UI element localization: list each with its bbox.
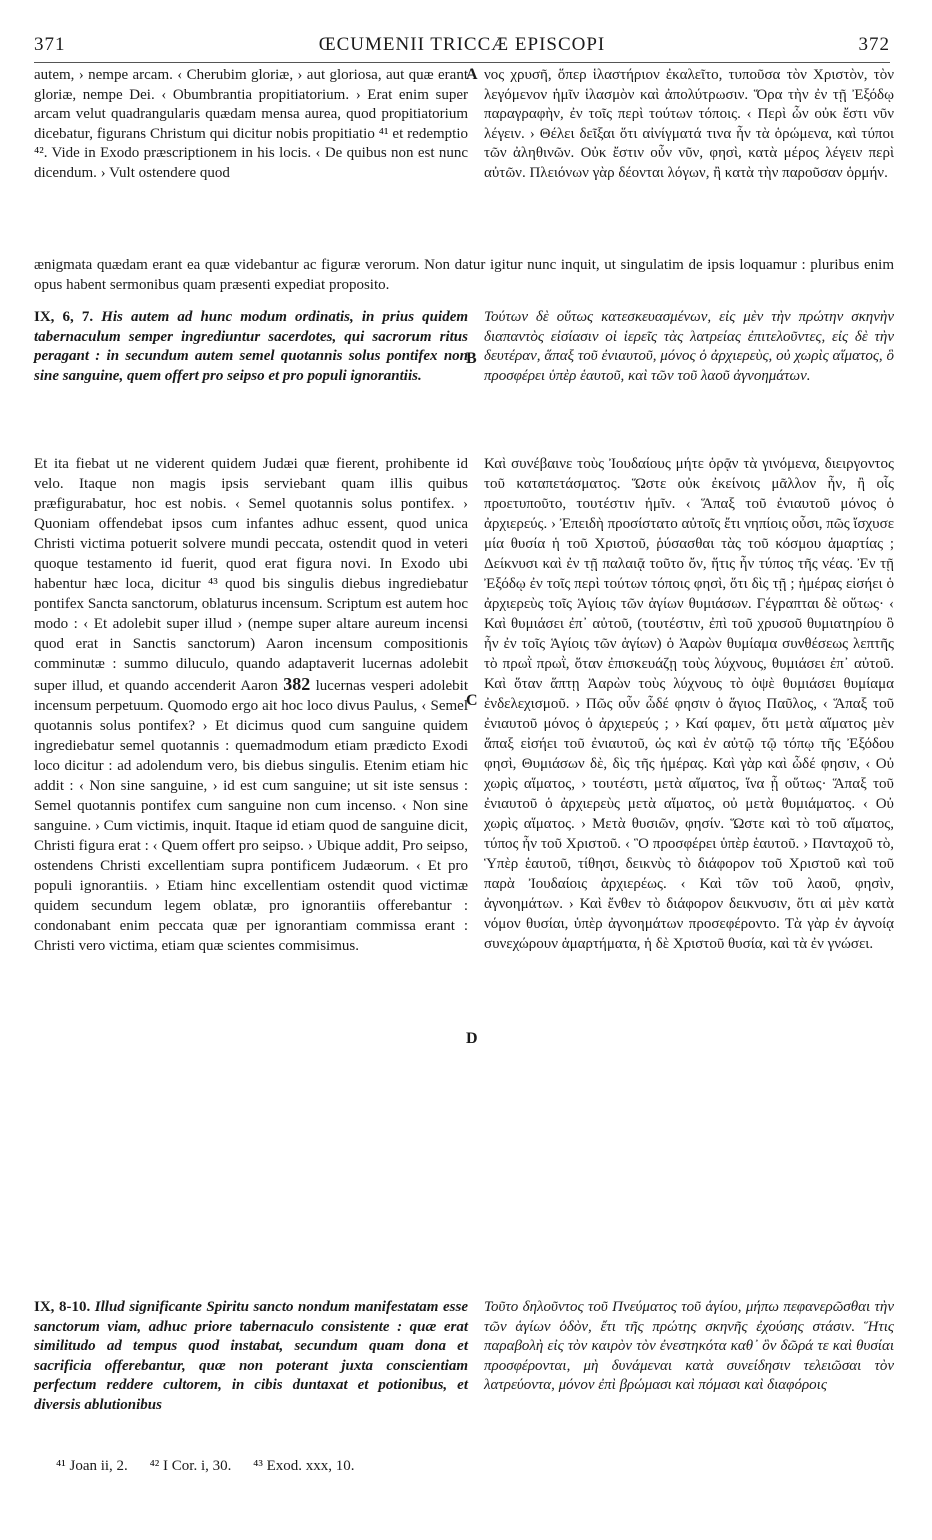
latin-column-top bbox=[34, 66, 468, 256]
greek-commentary: Καὶ συνέβαινε τοὺς Ἰουδαίους μήτε ὁρᾷν τὰ γινόμενα, διειργοντος τοῦ καταπετάσματος. Ὥστε οὐκ ἐκείνοις μᾶλλον ἦν, ἢ οἷς προετυποῦτο, τουτέστιν ἡμῖν. ‹ Ἅπαξ τοῦ ἐνιαυτοῦ μόνος ὁ ἀρχιερεύς. › Ἐπειδὴ προσίστατο αὐτοῖς ἔτι νηπίοις οὖσι, πῶς ἴσχυσε μία θυσία ἡ τοῦ Χριστοῦ, ῥύσασθαι τὰς τοῦ κόσμου ἁμαρτίας ; Δείκνυσι καὶ ἐν τῇ παλαιᾷ τοῦτο ὄν, ἥτις ἦν τύπος τῆς νέας. Ἐν τῇ Ἐξόδῳ ἐν τοῖς περὶ τούτων τόποις φησὶ, ὅτι δὶς τῇ ; ἡμέρας εἰσήει ὁ ἀρχιερεὺς τοῖς Ἁγίοις τῶν ἁγίων θυμιάσων. Γέγραπται δὲ οὕτως· ‹ Καὶ θυμιάσει ἐπ᾽ αὐτοῦ, (τουτέστιν, ἐπὶ τοῦ χρυσοῦ θυμιατηρίου ὃ ἦν ἐν τοῖς Ἁγίοις τῶν ἁγίων) ὁ Ἀαρὼν θυμίαμα συνθέσεως λεπτῆς τὸ πρωῒ πρωῒ, ὅταν ἐπισκευάζῃ τοὺς λύχνους, θυμιάσει ἐπ᾽ αὐτοῦ. Καὶ ὅταν ἅπτῃ Ἀαρὼν τοὺς λύχνους τὸ ὀψὲ θυμιάσει θυμίαμα ἐνδελεχισμοῦ. › Πῶς οὖν ὧδέ φησιν ὁ ἅγιος Παῦλος, ‹ Ἅπαξ τοῦ ἐνιαυτοῦ μόνος ὁ ἀρχιερεύς ; › Καί φαμεν, ὅτι μετὰ αἵματος μὲν ἅπαξ εἰσήει τοῦ ἐνιαυτοῦ, ὡς καὶ ἐν αὐτῷ τῷ τόπῳ τῆς Ἐξόδου φησὶ, Θυμιάσων δὲ, δὶς τῆς ἡμέρας. Καὶ γὰρ καὶ ὧδέ φησιν, ‹ Οὐ χωρὶς αἵματος, › τουτέστι, μετὰ αἵματος, ἵνα ᾖ οὕτως· Ἅπαξ τοῦ ἐνιαυτοῦ ὁ ἀρχιερεὺς μετὰ αἵματος, οὐ μετὰ θυμιάματος. ‹ Οὐ χωρὶς αἵματος. › Μετὰ θυσιῶν, φησίν. Ὥστε καὶ τὸ τοῦ αἵματος, τύπος ἦν τοῦ Χριστοῦ. ‹ Ὃ προσφέρει ὑπὲρ ἑαυτοῦ. › Πανταχοῦ τὸ, Ὑπὲρ ἑαυτοῦ, τίθησι, δεικνὺς τὸ διάφορον τοῦ Χριστοῦ καὶ τοῦ παρὰ Ἰουδαίοις ἀρχιερέως. ‹ Καὶ τῶν τοῦ λαοῦ, φησὶν, ἀγνοημάτων. › Καὶ ἔνθεν τὸ διάφορον δεικνυσιν, ὅτι αἱ μὲν κατὰ νόμον θυσίαι, ὑπὲρ ἀγνοημάτων προσεφέροντο. Τὰ γὰρ ἐν ἀγνοίᾳ συνεχώρουν ἁμαρτήματα, ἡ δὲ Χριστοῦ θυσία, καὶ τὰ ἐν γνώσει. bbox=[484, 456, 894, 952]
greek-verse-text: Τοῦτο δηλοῦντος τοῦ Πνεύματος τοῦ ἁγίου, μήπω πεφανερῶσθαι τὴν τῶν ἁγίων ὁδὸν, ἔτι τῆς πρώτης σκηνῆς ἐχούσης στάσιν. Ἥτις παραβολὴ εἰς τὸν καιρὸν τὸν ἐνεστηκότα καθ᾽ ὃν δῶρά τε καὶ θυσίαι προσφέρονται, μὴ δυνάμεναι κατὰ συνείδησιν τελειῶσαι τὸν λατρεύοντα, μόνον ἐπὶ βρώμασι καὶ πόμασι καὶ διαφόροις bbox=[484, 1299, 894, 1393]
latin-paragraph: autem, › nempe arcam. ‹ Cherubim gloriæ, › aut gloriosa, aut quæ erant gloriæ, nempe Dei. ‹ Obumbrantia propitiatorium. › Erat enim super arcam velut quadrangularis quædam mensa aurea, quod propitiatorium dicebatur, figurans Christum qui dicitur nobis propitiatio ⁴¹ et redemptio ⁴². Vide in Exodo præscriptionem in his locis. ‹ De quibus non est nunc dicendum. › Vult ostendere quod bbox=[34, 67, 468, 181]
greek-verse-section-3 bbox=[484, 1298, 894, 1396]
left-page-number: 371 bbox=[34, 34, 66, 55]
latin-commentary-part-a: Et ita fiebat ut ne viderent quidem Judæi quæ fierent, prohibente id velo. Itaque non magis ipsis serviebant quam illis quibus præfigurabatur, hoc est nobis. ‹ Semel quotannis solus pontifex. › Quoniam offendebat ipsos cum infantes adhuc essent, quod unica Christi victima potuerit solvere mundi peccata, ostendit quod in veteri quoque testamento id fuerit, quod erat figura novi. In Exodo ubi habentur hæc loca, dicitur ⁴³ quod bis singulis diebus ingrediebatur pontifex Sancta sanctorum, oblaturus incensum. Scriptum est autem hoc modo : ‹ Et adolebit super illud › (nempe super altare aureum incensi quod erat in Sanctis sanctorum) Aaron incensum compositionis comminutæ : summo diluculo, quando adaptaverit lucernas adolebit super illud, et quando accenderit Aaron bbox=[34, 456, 468, 694]
margin-label-a: A bbox=[466, 66, 478, 83]
verse-reference: IX, 6, 7. bbox=[34, 309, 94, 325]
footnote: ⁴³ Exod. xxx, 10. bbox=[253, 1458, 355, 1474]
latin-verse-section-1 bbox=[34, 308, 468, 386]
footnote: ⁴² I Cor. i, 30. bbox=[149, 1458, 232, 1474]
latin-verse-text: His autem ad hunc modum ordinatis, in prius quidem tabernaculum semper ingrediuntur sacerdotes, qui sacrorum ritus peragant : in secundum autem semel quotannis solus pontifex non sine sanguine, quem offert pro seipso et pro populi ignorantiis. bbox=[34, 309, 469, 384]
latin-commentary-part-b: lucernas vesperi adolebit incensum perpetuum. Quomodo ergo ait hoc loco divus Paulus, ‹ Semel quotannis solus pontifex? › Et dicimus quod cum sanguine quidem ingrediebatur semel quotannis : quemadmodum etiam prædicto Exodi loco dicitur : ad adolendum vero, bis diebus singulis. Etenim etiam hic addit : ‹ Non sine sanguine, › id est cum sanguine; ut sit iste sensus : Semel quotannis pontifex cum sanguine non cum incenso. ‹ Non sine sanguine. › Cum victimis, inquit. Itaque id etiam quod de sanguine dicit, Christi figura erat : ‹ Quem offert pro seipso. › Ubique addit, Pro seipso, ostendens Christi excellentiam supra pontificem Judæorum. ‹ Et pro populi ignorantiis. › Etiam hinc excellentiam ostendit quod victimæ quidem secundum legem oblatæ, pro ignorantiis offerebantur : condonabant enim peccata quæ per ignorantiam commissa erant : Christi vero victima, etiam quæ scientes commisimus. bbox=[34, 678, 468, 954]
margin-label-c: C bbox=[466, 692, 478, 709]
greek-paragraph: νος χρυσῆ, ὅπερ ἱλαστήριον ἐκαλεῖτο, τυποῦσα τὸν Χριστὸν, τὸν λεγόμενον ἡμῖν ἱλασμὸν καὶ ἀπολύτρωσιν. Ὅρα τὴν ἐν τῇ Ἐξόδῳ παραγραφὴν, ἐν τοῖς περὶ τούτων τόποις. ‹ Περὶ ὧν οὐκ ἔστι νῦν λέγειν. › Θέλει δεῖξαι ὅτι αἰνίγματά τινα ἦν τὰ ὁρώμενα, καὶ τύποι τῶν ἀληθινῶν. Οὐκ ἔστιν οὖν νῦν, φησὶ, κατὰ μέρος λέγειν περὶ αὐτῶν. Πλειόνων γὰρ δέονται λόγων, ἢ κατὰ τὴν παροῦσαν ὁρμήν. bbox=[484, 67, 894, 181]
latin-bridge-paragraph: ænigmata quædam erant ea quæ videbantur ac figuræ verorum. Non datur igitur nunc inquit, ut singulatim de ipsis loquamur : pluribus enim opus habent sermonibus quam præsenti expediat proposito. bbox=[34, 257, 894, 293]
footnotes bbox=[56, 1458, 373, 1475]
greek-verse-section-1 bbox=[484, 308, 894, 386]
page-marker: 382 bbox=[283, 674, 311, 694]
latin-verse-text: Illud significante Spiritu sancto nondum manifestatam esse sanctorum viam, adhuc priore tabernaculo consistente : quæ erat similitudo ad tempus quod instabat, secundum quam dona et sacrificia offerebantur, quæ non poterant juxta conscientiam perfectum reddere cultorem, in cibis duntaxat et potionibus, et diversis ablutionibus bbox=[34, 1299, 468, 1413]
running-header bbox=[34, 34, 890, 64]
latin-verse-section-3 bbox=[34, 1298, 468, 1415]
running-title: ŒCUMENII TRICCÆ EPISCOPI bbox=[318, 34, 606, 55]
footnote: ⁴¹ Joan ii, 2. bbox=[56, 1458, 128, 1474]
right-page-number: 372 bbox=[858, 34, 890, 55]
greek-verse-text: Τούτων δὲ οὕτως κατεσκευασμένων, εἰς μὲν τὴν πρώτην σκηνὴν διαπαντὸς εἰσίασιν οἱ ἱερεῖς τὰς λατρείας ἐπιτελοῦντες, εἰς δὲ τὴν δευτέραν, ἅπαξ τοῦ ἐνιαυτοῦ, μόνος ὁ ἀρχιερεὺς, οὐ χωρὶς αἵματος, ὃ προσφέρει ὑπὲρ ἑαυτοῦ, καὶ τῶν τοῦ λαοῦ ἀγνοημάτων. bbox=[484, 309, 894, 384]
latin-bridge-text bbox=[34, 256, 894, 295]
greek-column-top bbox=[484, 66, 894, 256]
margin-label-d: D bbox=[466, 1030, 478, 1047]
margin-label-b: B bbox=[466, 350, 477, 367]
verse-reference: IX, 8-10. bbox=[34, 1299, 91, 1315]
header-rule bbox=[34, 62, 890, 63]
